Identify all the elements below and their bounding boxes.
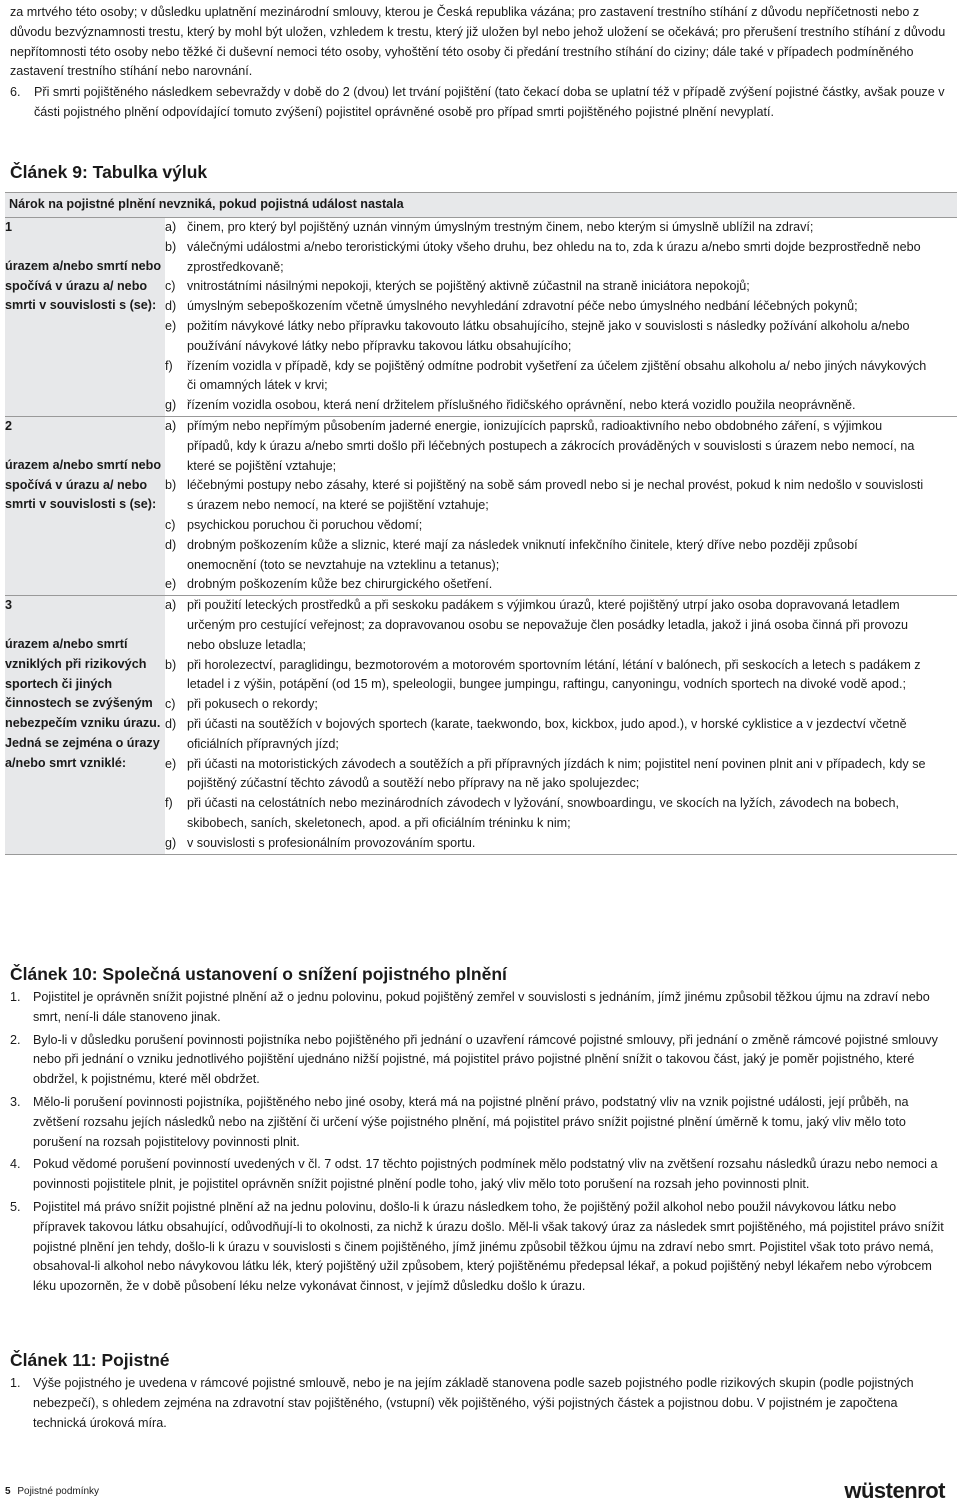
category-label: úrazem a/nebo smrtí nebo spočívá v úrazu a/ nebo smrti v souvislosti s (se):	[5, 457, 162, 512]
exclusion-item	[165, 476, 957, 516]
item-text: léčebnými postupy nebo zásahy, které si pojištěný na sobě sám provedl nebo si je nechal provést, pokud k nim nedošlo v souvislosti s úrazem nebo nemocí, na které se pojištění vztahuje;	[187, 478, 924, 513]
item-text: Bylo-li v důsledku porušení povinnosti pojistníka nebo pojištěného při jednání o uzavření rámcové pojistné smlouvy, při jednání o změně rámcové pojistné smlouvy nebo při jednání o vzniku jednotlivého pojištění ujednáno nižší pojistné, má pojistitel právo pojistné plnění snížit o takovou část, jaký je poměr pojistného, které obdržel, k pojistnému, které měl obdržet.	[33, 1032, 938, 1087]
category-label: úrazem a/nebo smrtí nebo spočívá v úrazu a/ nebo smrti v souvislosti s (se):	[5, 258, 162, 313]
exclusion-category	[5, 218, 165, 417]
item-text: Pokud vědomé porušení povinností uvedených v čl. 7 odst. 17 těchto pojistných podmínek mělo podstatný vliv na zvětšení rozsahu následků úrazu nebo nemoci a povinnosti pojistitele plnit, je pojistitel oprávněn snížit pojistné plnění podle toho, jaký vliv mělo toto porušení na rozsah jeho povinnosti plnit.	[33, 1157, 938, 1192]
exclusion-item	[165, 755, 957, 795]
numbered-item	[10, 1093, 952, 1152]
article-10-list	[10, 988, 952, 1300]
article-9-heading: Článek 9: Tabulka výluk	[10, 162, 208, 182]
item-letter: g)	[165, 398, 177, 413]
item-text: při pokusech o rekordy;	[187, 697, 318, 712]
exclusion-row	[5, 218, 957, 417]
item-letter: e)	[165, 756, 177, 771]
item-text: vnitrostátními násilnými nepokoji, kterých se pojištěný aktivně zúčastnil na straně iniciátora nepokojů;	[187, 279, 750, 294]
exclusion-item	[165, 357, 957, 397]
numbered-item	[10, 1198, 952, 1297]
exclusion-row	[5, 416, 957, 595]
item-number: 1.	[10, 1376, 21, 1390]
item-text: psychickou poruchou či poruchou vědomí;	[187, 517, 423, 532]
item-letter: f)	[165, 796, 173, 811]
numbered-item	[10, 988, 952, 1028]
exclusion-row	[5, 596, 957, 854]
category-number: 2	[5, 418, 13, 433]
item-text: při použití leteckých prostředků a při seskoku padákem s výjimkou úrazů, které pojištěný utrpí jako osoba dopravovaná letadlem určeným pro cestující veřejnost; za dopravovanou osobu se nepovažuje člen posádky letadla, jakož i jiná osoba činná při provozu nebo obsluze letadla;	[187, 598, 909, 652]
category-label: úrazem a/nebo smrtí vzniklých při rizikových sportech či jiných činnostech se zvýšeným nebezpečím vzniku úrazu. Jedná se zejména o úrazy a/nebo smrt vzniklé:	[5, 636, 161, 770]
category-number: 3	[5, 598, 13, 613]
item-number: 3.	[10, 1094, 21, 1109]
item-letter: a)	[165, 220, 177, 234]
numbered-item	[10, 1155, 952, 1195]
item-letter: g)	[165, 835, 177, 850]
footer-label: Pojistné podmínky	[17, 1486, 100, 1497]
exclusion-item	[165, 575, 957, 595]
item-text: při účasti na celostátních nebo mezinárodních závodech v lyžování, snowboardingu, ve skocích na lyžích, závodech na bobech, skibobech, saních, skeletonech, apod. a při oficiálním tréninku k nim;	[187, 796, 899, 830]
item-text: požitím návykové látky nebo přípravku takovouto látku obsahujícího, stejně jako v souvislosti s následky požívání alkoholu a/nebo používání návykové látky nebo přípravku takovou látku obsahujícího;	[187, 318, 910, 353]
exclusion-table-body	[5, 218, 957, 855]
item-text: řízením vozidla osobou, která není držitelem příslušného řidičského oprávnění, nebo která vozidlo použila neoprávněně.	[187, 398, 856, 413]
item-letter: d)	[165, 537, 177, 552]
item-number: 4.	[10, 1157, 21, 1172]
item-letter: b)	[165, 478, 177, 493]
numbered-item	[10, 1031, 952, 1090]
item-letter: e)	[165, 577, 177, 592]
exclusion-item	[165, 218, 957, 238]
item-letter: f)	[165, 358, 173, 373]
item-letter: b)	[165, 657, 177, 672]
item-text: Mělo-li porušení povinnosti pojistníka, pojištěného nebo jiné osoby, která má na pojistné plnění právo, podstatný vliv na vznik pojistné události, její průběh, na zvětšení rozsahu jejích následků nebo na zjištění či určení výše pojistného plnění, má pojistitel právo snížit pojistné plnění úměrně k tomu, jaký vliv mělo toto porušení na rozsah pojistitelovy povinnosti plnit.	[33, 1094, 909, 1149]
item-text: při účasti na motoristických závodech a soutěžích a při přípravných jízdách k nim; pojistitel není povinen plnit ani v případech, kdy se pojištěný zúčastní těchto závodů a soutěží nebo přípravy na ně jako spolujezdec;	[187, 756, 926, 791]
item-letter: a)	[165, 418, 177, 433]
exclusion-items	[165, 218, 957, 417]
exclusion-item	[165, 277, 957, 297]
exclusion-item	[165, 715, 957, 755]
exclusion-items	[165, 596, 957, 854]
intro-paragraph: za mrtvého této osoby; v důsledku uplatnění mezinárodní smlouvy, kterou je Česká republika vázána; pro zastavení trestního stíhání z důvodu nepříčetnosti nebo z důvodu bezvýznamnosti trestu, který by mohl být uložen, vzhledem k trestu, který již uložen byl nebo jehož uložení se očekává; pro přerušení trestního stíhání z důvodu nepřítomnosti této osoby nebo těžké či duševní nemoci této osoby, vyhoštění této osoby či předání trestního stíhání do ciziny; dále také v případech podmíněného zastavení trestního stíhání nebo narovnání.	[10, 5, 946, 79]
item-letter: d)	[165, 716, 177, 731]
exclusion-table-header: Nárok na pojistné plnění nevzniká, pokud pojistná událost nastala	[5, 193, 957, 218]
exclusion-item	[165, 317, 957, 357]
item-text: Pojistitel je oprávněn snížit pojistné plnění až o jednu polovinu, pokud pojištěný zemřel v souvislosti s jednáním, jímž jinému způsobil těžkou újmu na zdraví nebo smrt, není-li dále stanoveno jinak.	[33, 990, 930, 1024]
exclusion-item	[165, 297, 957, 317]
page-number: 5	[5, 1486, 11, 1497]
exclusion-item	[165, 834, 957, 854]
item-text: při účasti na soutěžích v bojových sportech (karate, taekwondo, box, kickbox, judo apod.), v horské cyklistice a v jezdectví včetně oficiálních přípravných jízd;	[187, 716, 907, 751]
item-number: 2.	[10, 1032, 21, 1047]
item-letter: d)	[165, 299, 177, 314]
exclusion-items	[165, 416, 957, 595]
item-letter: a)	[165, 598, 177, 613]
article-10-heading: Článek 10: Společná ustanovení o snížení pojistného plnění	[10, 964, 507, 984]
exclusion-table	[5, 192, 957, 855]
exclusion-item	[165, 238, 957, 278]
list-number: 6.	[10, 85, 21, 99]
exclusion-item	[165, 516, 957, 536]
exclusion-item	[165, 536, 957, 576]
item-text: Výše pojistného je uvedena v rámcové pojistné smlouvě, nebo je na jejím základě stanovena podle sazeb pojistného podle rizikových skupin (podle pojistných nebezpečí), s ohledem zejména na zdravotní stav pojištěného, (vstupní) věk pojištěného, výši pojistných částek a pojistnou dobu. V pojistném je započtena technická úroková míra.	[33, 1376, 914, 1430]
item-letter: b)	[165, 239, 177, 254]
item-number: 5.	[10, 1199, 21, 1214]
item-text: v souvislosti s profesionálním provozováním sportu.	[187, 835, 476, 850]
page-footer	[5, 1485, 99, 1499]
item-text: Pojistitel má právo snížit pojistné plnění až na jednu polovinu, došlo-li k úrazu následkem toho, že pojištěný požil alkohol nebo použil návykovou látku nebo přípravek takovou látku obsahující, odůvodňují-li to okolnosti, za nichž k úrazu došlo. Měl-li však takový úraz za následek smrt pojištěného, má pojistitel právo snížit pojistné plnění jen tehdy, došlo-li k úrazu v souvislosti s činem pojištěného, jímž jinému způsobil těžkou újmu na zdraví nebo smrt. Pojistitel však toto právo nemá, obsahoval-li alkohol nebo návykovou látku lék, který pojištěný užil způsobem, který pojištěnému předepsal lékař, a pokud pojištěný nebyl lékařem nebo výrobcem léku upozorněn, že v době působení léku nelze vykonávat činnost, v jejímž důsledku došlo k úrazu.	[33, 1199, 944, 1294]
item-text: drobným poškozením kůže bez chirurgického ošetření.	[187, 577, 493, 592]
exclusion-item	[165, 656, 957, 696]
list-item-6	[10, 83, 952, 123]
exclusion-item	[165, 794, 957, 834]
numbered-item	[10, 1374, 952, 1433]
list-text: Při smrti pojištěného následkem sebevraždy v době do 2 (dvou) let trvání pojištění (tato čekací doba se uplatní též v případě zvýšení pojistné částky, avšak pouze v části pojistného plnění odpovídající tomuto zvýšení) pojistitel oprávněné osobě pro případ smrti pojištěného pojistné plnění nevyplatí.	[34, 85, 945, 119]
item-letter: e)	[165, 318, 177, 333]
item-text: úmyslným sebepoškozením včetně úmyslného nevyhledání zdravotní péče nebo úmyslného nedbání léčebných pokynů;	[187, 299, 858, 314]
item-text: činem, pro který byl pojištěný uznán vinným úmyslným trestným činem, nebo kterým si úmyslně ublížil na zdraví;	[187, 220, 814, 234]
item-text: přímým nebo nepřímým působením jaderné energie, ionizujících paprsků, radioaktivního nebo obdobného záření, s výjimkou případů, kdy k úrazu a/nebo smrti došlo při léčebných postupech a zákrocích prováděných v souvislosti s úrazem nebo nemocí, na které se pojištění vztahuje;	[187, 418, 915, 473]
item-letter: c)	[165, 517, 176, 532]
item-text: drobným poškozením kůže a sliznic, které mají za následek vniknutí infekčního činitele, který dříve nebo později způsobí onemocnění (toto se nevztahuje na vzteklinu a tetanus);	[187, 537, 858, 572]
wustenrot-logo: wüstenrot	[844, 1478, 945, 1503]
item-letter: c)	[165, 697, 176, 712]
item-text: řízením vozidla v případě, kdy se pojištěný odmítne podrobit vyšetření za účelem zjištění obsahu alkoholu a/ nebo jiných návykových či omamných látek v krvi;	[187, 358, 927, 393]
exclusion-item	[165, 417, 957, 476]
exclusion-item	[165, 695, 957, 715]
exclusion-item	[165, 596, 957, 655]
exclusion-category	[5, 416, 165, 595]
item-letter: c)	[165, 279, 176, 294]
article-11-list	[10, 1374, 952, 1436]
item-text: válečnými událostmi a/nebo teroristickými útoky všeho druhu, bez ohledu na to, zda k úrazu a/nebo smrti dojde bezprostředně nebo zprostředkovaně;	[187, 239, 921, 274]
article-11-heading: Článek 11: Pojistné	[10, 1350, 170, 1370]
exclusion-category	[5, 596, 165, 854]
item-text: při horolezectví, paraglidingu, bezmotorovém a motorovém sportovním létání, létání v balónech, při seskocích a letech s padákem z letadel i z výšin, potápění (od 15 m), speleologii, bungee jumpingu, raftingu, canyoningu, vodních sportech na divoké vodě apod.;	[187, 657, 921, 692]
exclusion-item	[165, 396, 957, 416]
item-number: 1.	[10, 990, 21, 1004]
category-number: 1	[5, 220, 13, 234]
